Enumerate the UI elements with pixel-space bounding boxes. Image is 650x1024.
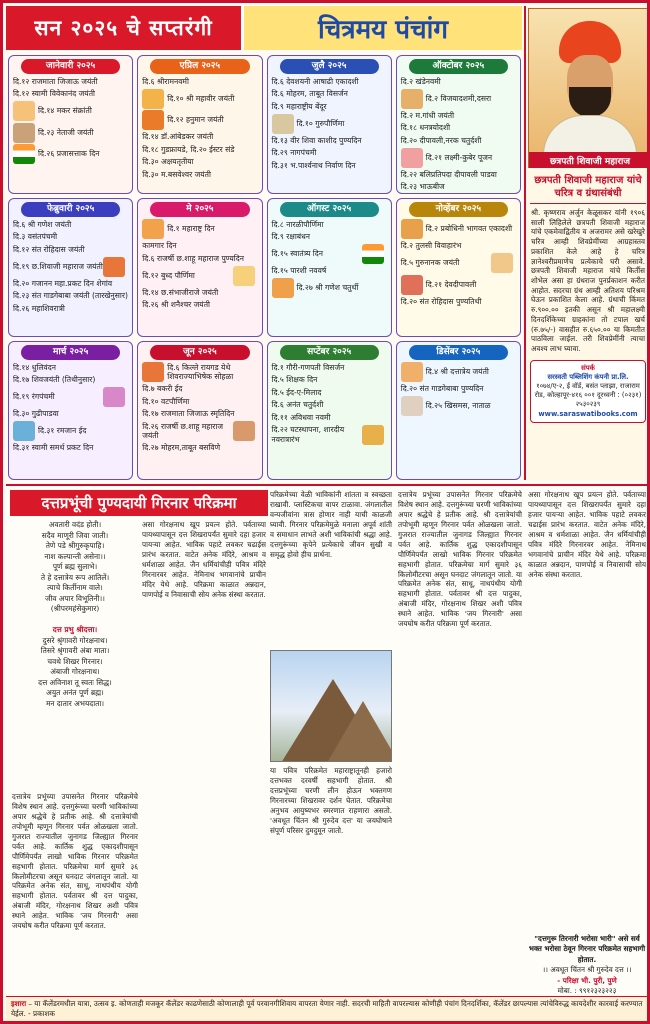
contact-label: संपर्क [581, 363, 595, 372]
event-item: दि.६ राजर्षी छ.शाहू महाराज पुण्यदिन [142, 253, 245, 263]
warning-label: इशारा [11, 999, 27, 1008]
event-item: दि.३ वसंतपंचमी [13, 232, 58, 242]
christmas-image-icon [401, 396, 423, 416]
mosque-image-icon [13, 421, 35, 441]
month-title: मार्च २०२५ [21, 345, 120, 360]
event-item: दि.२९ नागपंचमी [271, 148, 317, 158]
event-item: दि.१८ धनत्रयोदशी [400, 123, 451, 133]
month-box-may [137, 198, 262, 337]
poem-line: सदैव माणूरी जिवा जाती। [41, 530, 109, 540]
month-box-april [137, 55, 262, 194]
poem-line [12, 615, 138, 626]
article [6, 484, 650, 994]
event-item: दि.५ ईद-ए-मिलाद [271, 387, 322, 397]
event-item: दि.१४ छ.संभाजीराजे जयंती [142, 287, 219, 297]
rangpanchami-image-icon [103, 387, 125, 407]
header [6, 6, 522, 50]
event-item: दि.२३ संत गाडगेबाबा जयंती (तारखेनुसार) [13, 291, 128, 301]
event-item: दि.५ शिक्षक दिन [271, 375, 318, 385]
month-box-july [267, 55, 392, 194]
event-item: दि.४ श्री दत्तात्रेय जयंती [401, 362, 516, 382]
author: - परिक्षा भी. पुरी, पुणे [557, 975, 617, 985]
right-panel [524, 6, 650, 480]
ganesh-image-icon [272, 278, 294, 298]
month-title: ऑक्टोबर २०२५ [409, 59, 508, 74]
event-item: दि.९ महाराष्ट्रीय बेंदूर [271, 101, 327, 111]
poem-line: (श्रीपरमहंसेकुमार) [50, 604, 100, 614]
publisher-address: १०७४/ए-२, ई वॉर्ड, बसंत प्लाझा, राजाराम रोड, कोल्हापूर-४१६ ००१ दूरध्वनी : (०२३१) २५३०२३९ [534, 382, 642, 409]
article-column-1: दत्तात्रेय प्रभूंच्या उपासनेत गिरनार परिक्रमेचे विशेष स्थान आहे. दत्तगुरूंच्या चरणी भाविकांच्या अपार श्रद्धेचे हे प्रतीक आहे. श्री दत्तात्रेयांची तपोभूमी म्हणून गिरनार पर्वत ओळखला जातो. गुजरात राज्यातील जुनागड जिल्ह्यात गिरनार पर्वत आहे. कार्तिक शुद्ध एकादशीपासून पौर्णिमेपर्यंत लाखो भाविक गिरनार परिक्रमेत सहभागी होतात. परिक्रमेचा मार्ग सुमारे ३६ किलोमीटरचा असून घनदाट जंगलातून जातो. या परिक्रमेत अनेक संत, साधू, नाथपंथीय योगी सहभागी होतात. पर्वतावर श्री दत्त पादुका, अंबाजी मंदिर, गोरक्षनाथ शिखर अशी पवित्र स्थाने आहेत. भाविक 'जय गिरनारी' असा जयघोष करीत परिक्रमा पूर्ण करतात. [12, 792, 138, 931]
event-item: दि.६ किल्ले रायगड येथे शिवराज्याभिषेक सोहळा [142, 362, 257, 382]
month-title: नोव्हेंबर २०२५ [409, 202, 508, 217]
quote: "दत्तगुरू तिरनारी भरोसा भारी" असे सर्व भक्त भरोसा ठेवून गिरनार परिक्रमेत सहभागी होतात. [528, 934, 646, 964]
event-item: दि.१ गौरी-गणपती विसर्जन [271, 362, 345, 372]
month-title: जानेवारी २०२५ [21, 59, 120, 74]
month-box-october [396, 55, 521, 194]
event-item: दि.२० संत रोहिदास पुण्यतिथी [400, 296, 482, 306]
shivaji-image-icon [142, 362, 164, 382]
event-item: दि.२ तुलसी विवाहारंभ [400, 241, 462, 251]
event-item: दि.३० म.बसवेश्वर जयंती [142, 169, 211, 179]
event-item: दि.३० अक्षयतृतीया [142, 157, 194, 167]
event-item: दि.३१ स्वामी समर्थ प्रकट दिन [13, 443, 94, 453]
month-box-march [8, 341, 133, 480]
event-item: दि.३१ भ.पार्श्वनाथ निर्वाण दिन [271, 160, 356, 170]
month-title: जून २०२५ [150, 345, 249, 360]
article-column-3a: परिक्रमेच्या वेळी भाविकांनी शांतता व स्वच्छता राखावी. प्लास्टिकचा वापर टाळावा. जंगलातील वन्यजीवांना त्रास होणार नाही याची काळजी घ्यावी. गिरनार परिक्रमेमुळे मनाला अपूर्व शांती व समाधान लाभते अशी भाविकांची श्रद्धा आहे. दत्तगुरूंच्या कृपेने प्रत्येकाचे जीवन सुखी व समृद्ध होवो हीच प्रार्थना. [270, 490, 392, 559]
event-item: दि.६ श्रीरामनवमी [142, 76, 189, 86]
poem-line: पूर्ण ब्रह्म सुलाभे। [52, 562, 98, 572]
poem-line: दत्त प्रभु श्रीदत्ता। [52, 625, 98, 635]
event-item: दि.११ अविधवा नवमी [271, 412, 331, 422]
event-item: दि.१३ वीर शिवा काशीद पुण्यदिन [271, 135, 362, 145]
event-item: कामगार दिन [142, 241, 177, 251]
month-title: ऑगस्ट २०२५ [280, 202, 379, 217]
event-item: दि.२७ श्री गणेश चतुर्थी [272, 278, 387, 298]
event-item: दि.२६ प्रजासत्ताक दिन [13, 144, 128, 164]
event-item: दि.१७ शिवजयंती (तिथीनुसार) [13, 375, 96, 385]
poem-line: अवतारी वदंड होती। [48, 520, 102, 529]
website-link[interactable]: www.saraswatibooks.com [538, 409, 638, 418]
event-item: दि.२ खंडेनवमी [400, 76, 441, 86]
event-item: दि.९ रक्षाबंधन [271, 232, 311, 242]
maharashtra-map-icon [142, 219, 164, 239]
month-box-december [396, 341, 521, 480]
year-label: सन २०२५ चे सप्तरंगी [6, 6, 241, 50]
festival-image-icon [13, 101, 35, 121]
event-item: दि.६ देवशयनी आषाढी एकादशी [271, 76, 359, 86]
vitthal-image-icon [401, 219, 423, 239]
poem-line: अयुत अनंत पूर्ण ब्रह्म। [46, 688, 104, 698]
contact-box [530, 360, 646, 423]
dattatreya-image-icon [401, 362, 423, 382]
poem-line: तिसरे श्रृंगावरी अंबा माता। [40, 646, 110, 656]
poem [12, 520, 138, 788]
month-title: एप्रिल २०२५ [150, 59, 249, 74]
portrait-image-icon [233, 421, 255, 441]
event-item: दि.३० गुढीपाडवा [13, 409, 59, 419]
event-item: दि.२ म.गांधी जयंती [400, 110, 455, 120]
month-box-august [267, 198, 392, 337]
saint-image-icon [401, 275, 423, 295]
publisher-name: सरस्वती पब्लिशिंग कंपनी प्रा.लि. [547, 372, 629, 381]
panel-heading: छत्रपती शिवाजी महाराज यांचे चरित्र व ग्रंथासंबंधी [530, 174, 646, 204]
event-item: दि.१ महाराष्ट्र दिन [142, 219, 257, 239]
article-column-2: असा गोरक्षनाथ खूप प्रयत्न होते. पर्वताच्या पायथ्यापासून दत्त शिखरापर्यंत सुमारे दहा हजार पायऱ्या आहेत. भाविक पहाटे लवकर चढाईस प्रारंभ करतात. वाटेत अनेक मंदिरे, आश्रम व धर्मशाळा आहेत. जैन धर्मियांचीही पवित्र मंदिरे गिरनारवर आहेत. नेमिनाथ भगवानांचे प्राचीन मंदिर येथे आहे. परिक्रमा काळात अन्नदान, पाणपोई व निवासाची सोय अनेक संस्था करतात. [142, 520, 266, 599]
poem-line: तेणे पडे श्रीगुरुकृपाहि। [45, 541, 105, 551]
month-grid [8, 55, 521, 480]
event-item: दि.३१ रमजान ईद [13, 421, 128, 441]
author-phone: मोबा. : ९९१२३२३२२३ [557, 986, 617, 996]
poem-line: नाश कल्पान्ती असेना।। [44, 551, 106, 561]
event-item: दि.२० दीपावली,नरक चतुर्दशी [400, 135, 482, 145]
event-item: दि.१९ रंगपंचमी [13, 387, 128, 407]
shivaji-image-icon [103, 257, 125, 277]
deity-image-icon [142, 89, 164, 109]
poem-line: जीव अपार विभूतिनी।। [45, 593, 105, 603]
event-item: दि.२६ महाशिवरात्री [13, 303, 65, 313]
deity-image-icon [142, 110, 164, 130]
event-item: दि.१० गुरुपौर्णिमा [272, 114, 387, 134]
poem-line: अंबाजी गोरक्षनाथ। [50, 667, 100, 677]
month-title: फेब्रुवारी २०२५ [21, 202, 120, 217]
month-box-january [8, 55, 133, 194]
event-item: दि.२१ देवदीपावली [401, 275, 516, 295]
event-item: दि.१८ गुडफ्रायडे, दि.२० ईस्टर संडे [142, 144, 235, 154]
lakshmi-image-icon [401, 148, 423, 168]
event-item: दि.२१ लक्ष्मी-कुबेर पूजन [401, 148, 516, 168]
event-item: दि.१९ छ.शिवाजी महाराज जयंती [13, 257, 128, 277]
event-item: दि.६ अनंत चतुर्दशी [271, 400, 324, 410]
girnar-mountain-image [270, 650, 392, 762]
poem-line: ते हे दत्तात्रेय रूप आतिलें। [40, 572, 110, 582]
month-box-november [396, 198, 521, 337]
event-item: दि.६ मोहरम, ताबूत विसर्जन [271, 89, 348, 99]
event-item: दि.२२ घटस्थापना, शारदीय नवरात्रारंभ [272, 425, 387, 445]
event-item: दि.२६ श्री शनैश्चर जयंती [142, 300, 211, 310]
event-item: दि.२३ भाऊबीज [400, 182, 445, 192]
event-item: दि.१७ राजमाता जिजाऊ स्मृतिदिन [142, 409, 235, 419]
event-item: दि.१० श्री महावीर जयंती [142, 89, 257, 109]
event-item: दि.२३ नेताजी जयंती [13, 123, 128, 143]
poem-line: त्याचे किर्तीनाम वाले। [47, 583, 103, 593]
buddha-image-icon [233, 266, 255, 286]
event-item: दि.१५ पारशी नववर्ष [271, 266, 327, 276]
event-item: दि.१४ धुलिवंदन [13, 362, 56, 372]
event-item: दि.६ श्री गणेश जयंती [13, 219, 72, 229]
panel-body: श्री. कृष्णराव अर्जुन केळूसकर यांनी १९०६ साली लिहिलेले छत्रपती शिवाजी महाराज यांचे एकमेवाद्वितीय व अजरामर असे खरेखुरे चरित्र आम्ही शिवप्रेमींच्या आग्रहास्तव प्रकाशित केले आहे हे चरित्र ज्ञानेश्वरीप्रमाणेच प्रत्येकाचे घरी असावे. छत्रपती शिवाजी महाराज यांचे किर्तीस शोभेल असा हा ग्रंथराज पुनर्प्रकाशन करीत आहोत. सदरचा ग्रंथ आम्ही अतिशय परिश्रम घेऊन प्रकाशित केला आहे. ग्रंथाची किंमत रु.९००.०० इतकी असून श्री महालक्ष्मी दिनदर्शिकेच्या ग्राहकांना तो टपाल खर्च (रु.७५/-) वासहीत रु.६५०.०० या किमतीत पाठविला जाईल. तरी शिवप्रेमींनी त्याचा अवश्य लाभ घ्यावा. [531, 208, 645, 354]
event-item: दि.१० वटपौर्णिमा [142, 396, 190, 406]
shivaji-maharaj-portrait [528, 8, 650, 168]
event-item: दि.२५ खिसमस, नाताळ [401, 396, 516, 416]
poem-line: दत्त अविनाश तू स्वतः सिद्ध। [38, 677, 112, 687]
event-item: दि.२ प्रबोधिनी भागवत एकादशी [401, 219, 516, 239]
flag-icon [13, 144, 35, 164]
article-column-3b: या पवित्र परिक्रमेत महाराष्ट्रातूनही हजारो दत्तभक्त दरवर्षी सहभागी होतात. श्री दत्तप्रभूंच्या चरणी लीन होऊन भक्तगण गिरनारच्या शिखरावर दर्शन घेतात. परिक्रमेचा अनुभव आयुष्यभर स्मरणात राहणारा असतो. 'अवधूत चिंतन श्री गुरुदेव दत्त' या जयघोषाने संपूर्ण परिसर दुमदुमून जातो. [270, 766, 392, 835]
page-title: चित्रमय पंचांग [241, 6, 522, 50]
signature-block [528, 934, 646, 996]
event-item: दि.२७ मोहरम,ताबूत बसविणे [142, 443, 221, 453]
event-item: दि.१२ स्वामी विवेकानंद जयंती [13, 89, 95, 99]
event-item: दि.१२ बुध्द पौर्णिमा [142, 266, 257, 286]
event-item: दि.२० संत गाडगेबाबा पुण्यदिन [400, 384, 484, 394]
month-title: जुलै २०२५ [280, 59, 379, 74]
portrait-caption: छत्रपती शिवाजी महाराज [529, 152, 650, 168]
event-item: दि.२० गजानन महा.प्रकट दिन शेगांव [13, 278, 113, 288]
gurunanak-image-icon [491, 253, 513, 273]
event-item: दि.१२ हनुमान जयंती [142, 110, 257, 130]
month-title: मे २०२५ [150, 202, 249, 217]
event-item: दि.२६ राजर्षी छ.शाहू महाराज जयंती [142, 421, 257, 441]
month-box-february [8, 198, 133, 337]
kalash-image-icon [362, 425, 384, 445]
month-box-september [267, 341, 392, 480]
event-item: दि.५ गुरुनानक जयंती [401, 253, 516, 273]
guru-image-icon [272, 114, 294, 134]
event-item: दि.१२ संत रोहिदास जयंती [13, 244, 85, 254]
article-title: दत्तप्रभूंची पुण्यदायी गिरनार परिक्रमा [10, 490, 268, 516]
poem-line: मन दातार अभयदाता। [45, 698, 105, 708]
closing-line: ।। अवधूत चिंतन श्री गुरुदेव दत्त ।। [542, 965, 632, 975]
portrait-image-icon [13, 123, 35, 143]
article-column-4: दत्तात्रेय प्रभूंच्या उपासनेत गिरनार परिक्रमेचे विशेष स्थान आहे. दत्तगुरूंच्या चरणी भाविकांच्या अपार श्रद्धेचे हे प्रतीक आहे. श्री दत्तात्रेयांची तपोभूमी म्हणून गिरनार पर्वत ओळखला जातो. गुजरात राज्यातील जुनागड जिल्ह्यात गिरनार पर्वत आहे. कार्तिक शुद्ध एकादशीपासून पौर्णिमेपर्यंत लाखो भाविक गिरनार परिक्रमेत सहभागी होतात. परिक्रमेचा मार्ग सुमारे ३६ किलोमीटरचा असून घनदाट जंगलातून जातो. या परिक्रमेत अनेक संत, साधू, नाथपंथीय योगी सहभागी होतात. पर्वतावर श्री दत्त पादुका, अंबाजी मंदिर, गोरक्षनाथ शिखर अशी पवित्र स्थाने आहेत. भाविक 'जय गिरनारी' असा जयघोष करीत परिक्रमा पूर्ण करतात. [398, 490, 522, 629]
article-column-5: असा गोरक्षनाथ खूप प्रयत्न होते. पर्वताच्या पायथ्यापासून दत्त शिखरापर्यंत सुमारे दहा हजार पायऱ्या आहेत. भाविक पहाटे लवकर चढाईस प्रारंभ करतात. वाटेत अनेक मंदिरे, आश्रम व धर्मशाळा आहेत. जैन धर्मियांचीही पवित्र मंदिरे गिरनारवर आहेत. नेमिनाथ भगवानांचे प्राचीन मंदिर येथे आहे. परिक्रमा काळात अन्नदान, पाणपोई व निवासाची सोय अनेक संस्था करतात. [528, 490, 646, 579]
month-box-june [137, 341, 262, 480]
month-title: डिसेंबर २०२५ [409, 345, 508, 360]
event-item: दि.१४ डॉ.आंबेडकर जयंती [142, 132, 214, 142]
event-item: दि.७ बकरी ईद [142, 384, 183, 394]
month-title: सप्टेंबर २०२५ [280, 345, 379, 360]
event-item: दि.१५ स्वातंत्र्य दिन [272, 244, 387, 264]
event-item: दि.२ विजयादशमी,दसरा [401, 89, 516, 109]
poem-line: दुसरे श्रृंगावरी गोरक्षनाथ। [42, 635, 108, 645]
event-item: दि.८ नारळीपौर्णिमा [271, 219, 324, 229]
poem-line: चवथे शिखर गिरनार। [47, 656, 103, 666]
flag-icon [362, 244, 384, 264]
event-item: दि.१४ मकर संक्रांती [13, 101, 128, 121]
footer-disclaimer: इशारा – या कॅलेंडरमधील यात्रा, उत्सव इ. कोणताही मजकूर कॅलेंडर काढणेसाठी कोणालाही पूर्व परवानगीशिवाय वापरता येणार नाही. सदरची माहिती वापरल्यास कोणीही पंचांग दिनदर्शिका, कॅलेंडर छापल्यास त्यांचेविरुद्ध कायदेशीर कारवाई करण्यात येईल. - प्रकाशक [6, 996, 650, 1024]
warning-text: या कॅलेंडरमधील यात्रा, उत्सव इ. कोणताही मजकूर कॅलेंडर काढणेसाठी कोणालाही पूर्व परवानगीशिवाय वापरता येणार नाही. सदरची माहिती वापरल्यास कोणीही पंचांग दिनदर्शिका, कॅलेंडर छापल्यास त्यांचेविरुद्ध कायदेशीर कारवाई करण्यात येईल. - प्रकाशक [11, 999, 643, 1018]
event-item: दि.१२ राजमाता जिजाऊ जयंती [13, 76, 98, 86]
festival-image-icon [401, 89, 423, 109]
event-item: दि.२२ बलिप्रतिपदा दीपावली पाडवा [400, 169, 497, 179]
